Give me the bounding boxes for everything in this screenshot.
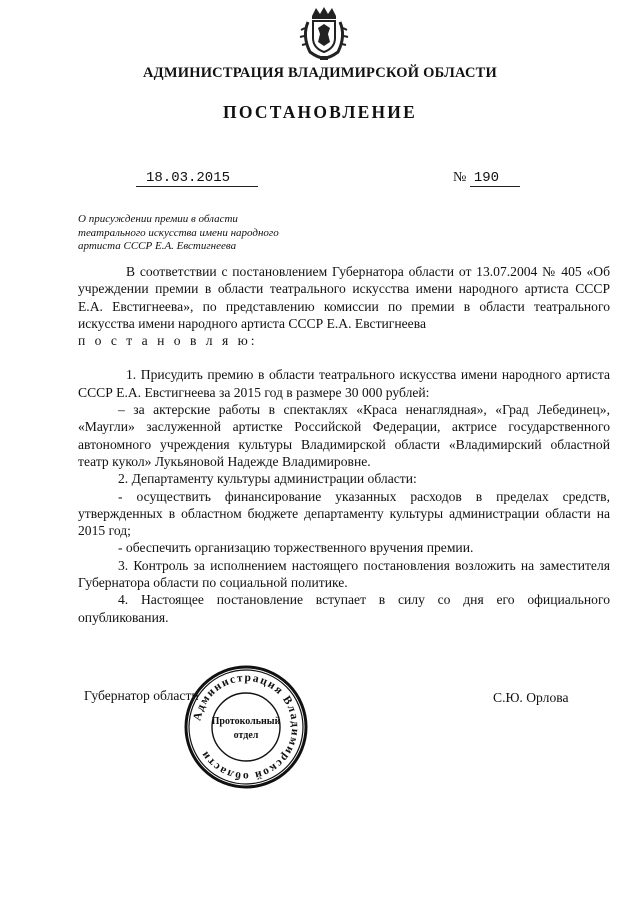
signatory-name: С.Ю. Орлова — [493, 690, 569, 705]
preamble-paragraph: В соответствии с постановлением Губернатора области от 13.07.2004 № 405 «Об учреждении премии в области театрального искусства имени народного артиста СССР Е.А. Евстигнеева», по представлению комиссии по премии в области театрального искусства имени народного артиста СССР Е.А. Евстигнеева — [78, 264, 610, 331]
document-date: 18.03.2015 — [136, 170, 258, 187]
subject-line: артиста СССР Е.А. Евстигнеева — [78, 240, 237, 252]
document-subject — [78, 213, 328, 254]
item-1: 1. Присудить премию в области театрального искусства имени народного артиста СССР Е.А. Евстигнеева за 2015 год в размере 30 000 рублей: — [78, 367, 610, 400]
item-2: 2. Департаменту культуры администрации области: — [118, 471, 417, 487]
document-number — [453, 170, 520, 187]
document-type-heading: ПОСТАНОВЛЕНИЕ — [223, 102, 417, 122]
stamp-ring-text: Администрация Владимирской области — [191, 671, 302, 783]
item-1-sub: – за актерские работы в спектаклях «Краса ненаглядная», «Град Лебединец», «Маугли» заслуженной артистке Российской Федерации, актрисе государственного автономного учреждения культуры Владимирской области «Владимирский областной театр кукол» Лукьяновой Надежде Владимировне. — [78, 402, 610, 469]
official-stamp — [183, 664, 309, 790]
resolve-line: п о с т а н о в л я ю: — [78, 333, 258, 349]
subject-line: театрального искусства имени народного — [78, 226, 279, 239]
stamp-center-line: Протокольный — [211, 716, 281, 727]
signatory-position: Губернатор области — [84, 688, 199, 703]
item-3: 3. Контроль за исполнением настоящего постановления возложить на заместителя Губернатора области по социальной политике. — [78, 557, 610, 591]
coat-of-arms-icon — [298, 6, 350, 62]
item-4: 4. Настоящее постановление вступает в силу со дня его официального опубликования. — [78, 592, 610, 625]
subject-line: О присуждении премии в области — [78, 213, 238, 225]
organization-title: АДМИНИСТРАЦИЯ ВЛАДИМИРСКОЙ ОБЛАСТИ — [143, 65, 497, 81]
document-body — [78, 263, 610, 626]
number-value: 190 — [470, 170, 520, 187]
item-2-sub-1: - осуществить финансирование указанных расходов в пределах средств, утвержденных в областном бюджете департаменту культуры администрации области на 2015 год; — [78, 488, 610, 539]
number-label: № — [453, 170, 467, 185]
item-2-sub-2: - обеспечить организацию торжественного вручения премии. — [118, 540, 474, 556]
stamp-center-line: отдел — [233, 730, 259, 741]
